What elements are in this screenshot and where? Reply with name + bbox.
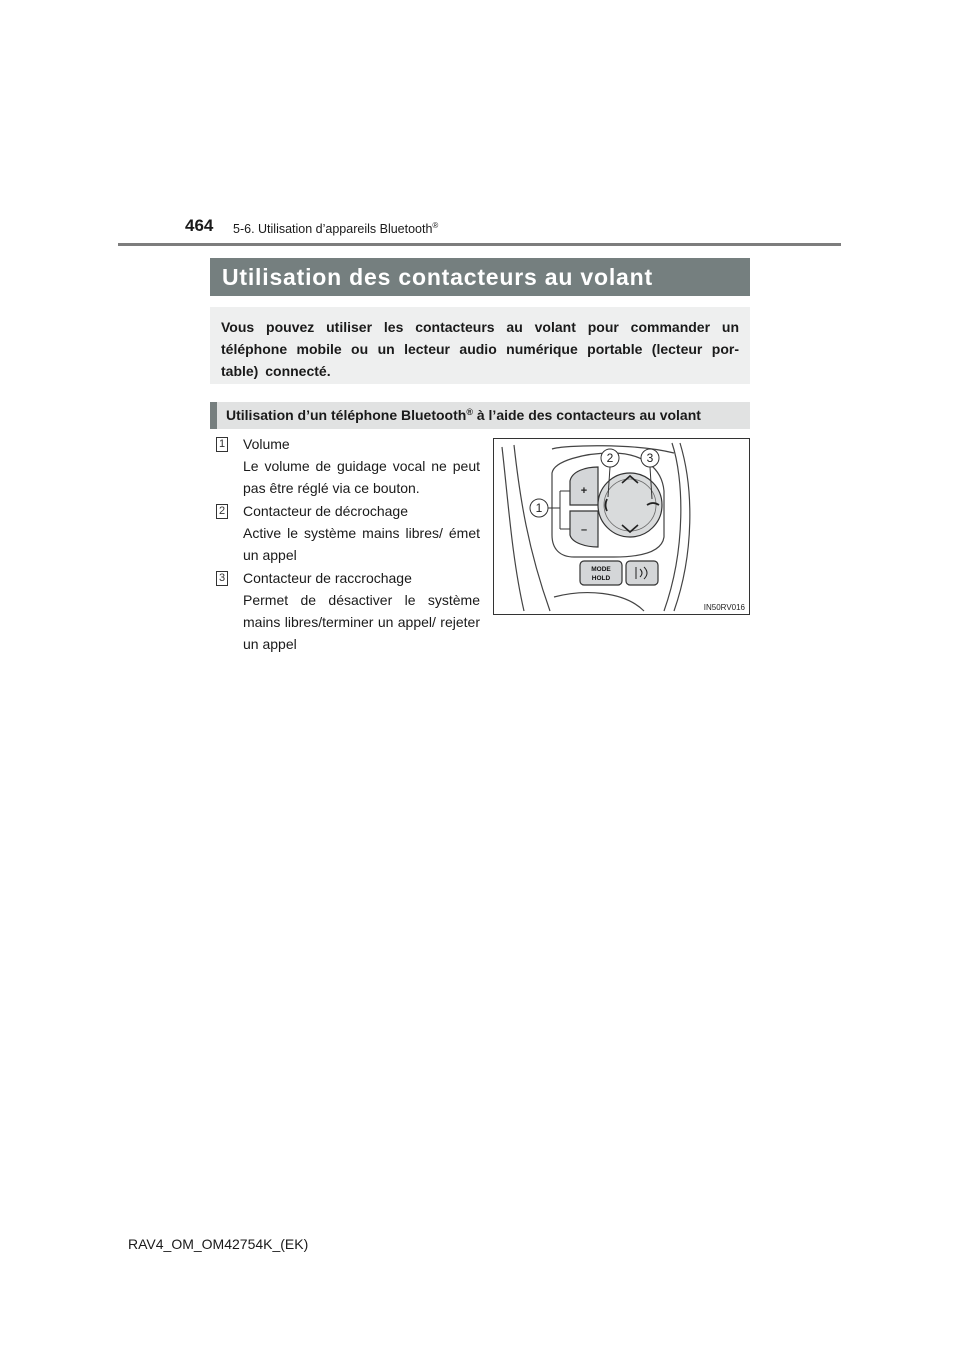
item-text-off-hook: Active le système mains libres/ émet un appel (243, 525, 480, 563)
item-title-volume: Volume (243, 436, 290, 452)
page-number: 464 (185, 216, 214, 235)
callout-1-leader (548, 491, 570, 529)
item-number-1: 1 (216, 437, 228, 452)
registered-mark: ® (432, 221, 439, 230)
section-label: 5-6. Utilisation d’appareils Bluetooth (233, 222, 433, 236)
subsection-title: Utilisation d’un téléphone Bluetooth (226, 407, 467, 423)
document-code: RAV4_OM_OM42754K_(EK) (128, 1236, 309, 1252)
item-number-3: 3 (216, 571, 228, 586)
header-rule (118, 243, 841, 246)
steering-switch-drawing (494, 439, 749, 614)
figure-code: IN50RV016 (703, 603, 745, 612)
mode-label: MODE (591, 566, 611, 573)
callout-2-label: 2 (606, 451, 614, 465)
registered-mark: ® (466, 407, 473, 417)
subsection-heading (210, 402, 750, 429)
item-text-on-hook: Permet de désactiver le système mains libres/terminer un appel/ rejeter un appel (243, 592, 480, 652)
wheel-rim-line (502, 447, 524, 611)
intro-box: Vous pouvez utiliser les contacteurs au volant pour commander un téléphone mobile ou un lecteur audio numérique portable (lecteur por-table) connecté. (210, 307, 750, 384)
page-title: Utilisation des contacteurs au volant (210, 258, 750, 296)
item-number-2: 2 (216, 504, 228, 519)
steering-switch-illustration (493, 438, 750, 615)
item-title-off-hook: Contacteur de décrochage (243, 503, 408, 519)
wheel-spoke-outer-line (674, 443, 690, 611)
plus-label: + (580, 485, 588, 497)
wheel-spoke-line (664, 443, 681, 611)
four-way-control (598, 473, 662, 537)
minus-label: – (580, 524, 588, 536)
section-heading (233, 221, 438, 236)
callout-1-label: 1 (535, 501, 543, 515)
item-text-volume: Le volume de guidage vocal ne peut pas être réglé via ce bouton. (243, 458, 480, 496)
wheel-bottom-line (554, 593, 644, 611)
subsection-title-end: à l’aide des contacteurs au volant (472, 407, 701, 423)
item-title-on-hook: Contacteur de raccrochage (243, 570, 412, 586)
callout-3-label: 3 (646, 451, 654, 465)
hold-label: HOLD (591, 575, 611, 582)
